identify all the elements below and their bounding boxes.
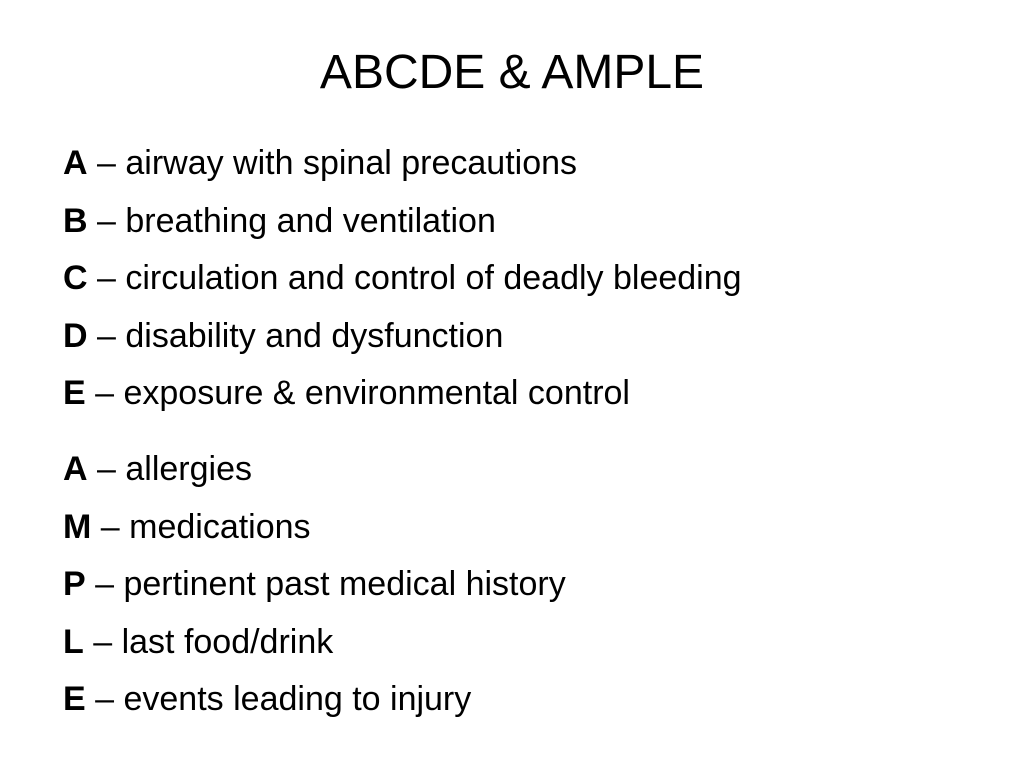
mnemonic-description: – circulation and control of deadly bleeding [87,259,742,297]
mnemonic-description: – breathing and ventilation [87,201,496,240]
ample-item-events [63,671,566,729]
mnemonic-description: – disability and dysfunction [87,316,504,355]
ample-item-last-food [63,614,566,672]
mnemonic-description: – last food/drink [83,622,334,661]
abcde-item-breathing [63,193,742,251]
mnemonic-description: – allergies [87,450,252,488]
mnemonic-description: – airway with spinal precautions [87,144,578,182]
mnemonic-letter: B [63,201,88,240]
mnemonic-description: – events leading to injury [85,680,472,718]
mnemonic-description: – medications [91,507,311,546]
abcde-item-airway [63,135,742,193]
ample-list [63,441,566,729]
mnemonic-description: – exposure & environmental control [85,374,630,412]
mnemonic-letter: L [63,622,84,661]
ample-item-history [63,556,566,614]
mnemonic-letter: M [63,507,92,546]
mnemonic-letter: D [63,316,88,355]
abcde-item-exposure [63,365,742,423]
mnemonic-letter: A [63,450,88,488]
mnemonic-letter: A [63,144,88,182]
ample-item-medications [63,499,566,557]
abcde-list [63,135,742,423]
ample-item-allergies [63,441,566,499]
mnemonic-letter: P [63,565,86,603]
slide-title: ABCDE & AMPLE [319,46,705,99]
mnemonic-letter: E [63,680,86,718]
mnemonic-description: – pertinent past medical history [85,565,566,603]
abcde-item-disability [63,308,742,366]
mnemonic-letter: C [63,259,88,297]
abcde-item-circulation [63,250,742,308]
mnemonic-letter: E [63,374,86,412]
